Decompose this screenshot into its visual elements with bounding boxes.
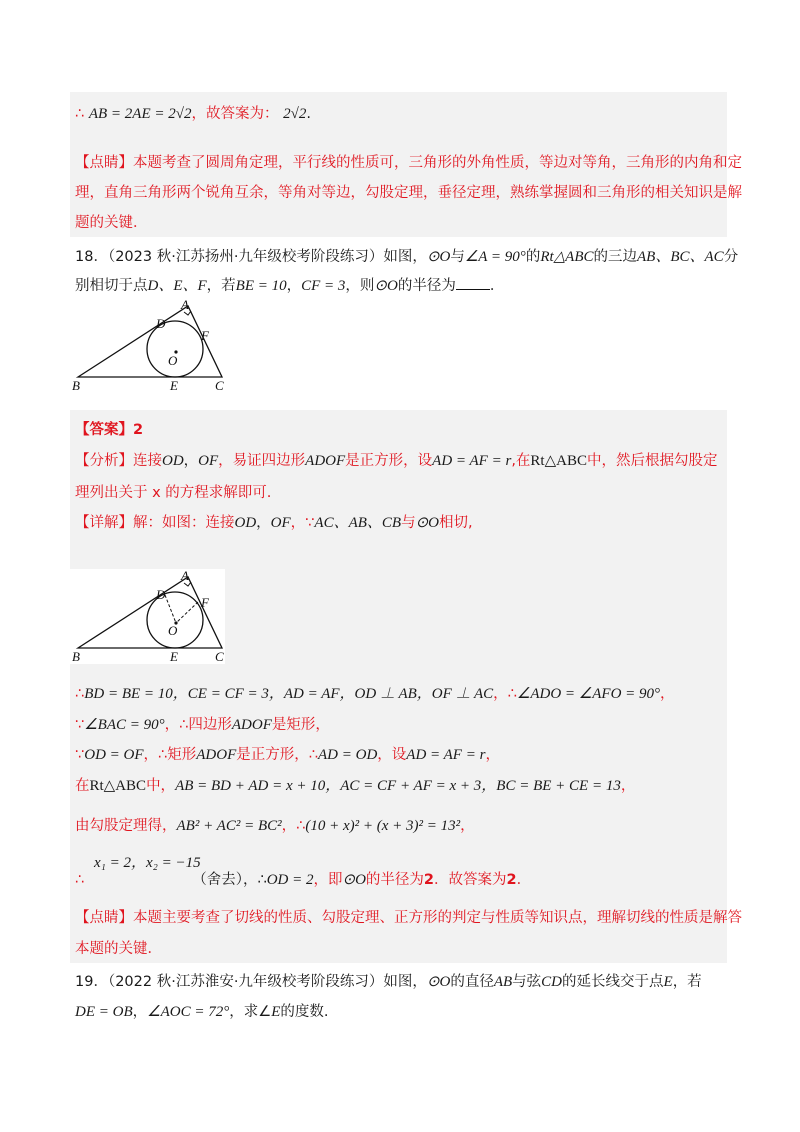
q18-analysis-line-1: 【分析】连接OD，OF，易证四边形ADOF是正方形，设AD = AF = r,在Rt△ABC中，然后根据勾股定 bbox=[75, 453, 718, 469]
prev-conclusion-math: AB = 2AE = 2√2 bbox=[88, 106, 192, 122]
q18-figure bbox=[70, 298, 240, 398]
q18-detail-line: 【详解】解：如图：连接OD，OF，∵AC、AB、CB与⊙O相切, bbox=[75, 515, 473, 531]
q18-step-4: 在Rt△ABC中，AB = BD + AD = x + 10，AC = CF + AF = x + 3，BC = BE + CE = 13， bbox=[75, 778, 636, 794]
prev-comment-line-2: 理，直角三角形两个锐角互余，等角对等边，勾股定理，垂径定理，熟练掌握圆和三角形的相关知识是解 bbox=[75, 185, 742, 201]
q18-comment-line-2: 本题的关键． bbox=[75, 941, 162, 957]
prev-conclusion-line: ∴ AB = 2AE = 2√2，故答案为： 2√2. bbox=[75, 106, 311, 122]
prev-answer: 2√2 bbox=[283, 106, 307, 122]
q18-step-1: ∴BD = BE = 10，CE = CF = 3，AD = AF，OD ⊥ AB，OF ⊥ AC，∴∠ADO = ∠AFO = 90°， bbox=[75, 686, 675, 702]
label-a: A bbox=[181, 298, 189, 312]
label-d-2: D bbox=[156, 587, 166, 602]
q18-solution-figure bbox=[70, 569, 228, 665]
prev-comment-line-3: 题的关键． bbox=[75, 215, 148, 231]
label-b-2: B bbox=[72, 649, 80, 664]
label-o: O bbox=[168, 353, 178, 368]
label-a-2: A bbox=[181, 569, 189, 583]
q18-answer: 【答案】2 bbox=[75, 422, 144, 438]
answer-blank bbox=[456, 277, 490, 290]
label-e-2: E bbox=[170, 649, 178, 664]
label-c-2: C bbox=[215, 649, 224, 664]
q18-analysis-line-2: 理列出关于 x 的方程求解即可. bbox=[75, 485, 272, 501]
q19-stem-line-1: 19．（2022 秋·江苏淮安·九年级校考阶段练习）如图，⊙O的直径AB与弦CD的延长线交于点E，若 bbox=[75, 974, 702, 990]
label-f: F bbox=[201, 328, 209, 343]
q18-step-5: 由勾股定理得，AB² + AC² = BC²，∴(10 + x)² + (x + 3)² = 13²， bbox=[75, 818, 475, 834]
q18-step-3: ∵OD = OF，∴矩形ADOF是正方形，∴AD = OD，设AD = AF = r， bbox=[75, 747, 500, 763]
q18-stem-line-2: 别相切于点D、E、F，若BE = 10，CF = 3，则⊙O的半径为 ． bbox=[75, 278, 505, 294]
label-f-2: F bbox=[201, 595, 209, 610]
label-b: B bbox=[72, 378, 80, 393]
label-o-2: O bbox=[168, 623, 178, 638]
label-e: E bbox=[170, 378, 178, 393]
prev-comment-line-1: 【点睛】本题考查了圆周角定理，平行线的性质可，三角形的外角性质，等边对等角，三角形的内角和定 bbox=[75, 155, 742, 171]
q18-step-6: ∴ （舍去），∴OD = 2，即⊙O的半径为2．故答案为2． bbox=[75, 872, 532, 888]
q18-comment-line-1: 【点睛】本题主要考查了切线的性质、勾股定理、正方形的判定与性质等知识点，理解切线的性质是解答 bbox=[75, 910, 742, 926]
q18-step-2: ∵∠BAC = 90°，∴四边形ADOF是矩形， bbox=[75, 717, 330, 733]
q19-stem-line-2: DE = OB，∠AOC = 72°，求∠E的度数. bbox=[75, 1004, 329, 1020]
q18-roots: x₁ = 2，x₂ = −15 bbox=[94, 855, 201, 871]
label-d: D bbox=[156, 316, 166, 331]
q18-stem-line-1: 18．（2023 秋·江苏扬州·九年级校考阶段练习）如图，⊙O与∠A = 90°的Rt△ABC的三边AB、BC、AC分 bbox=[75, 249, 739, 265]
label-c: C bbox=[215, 378, 224, 393]
